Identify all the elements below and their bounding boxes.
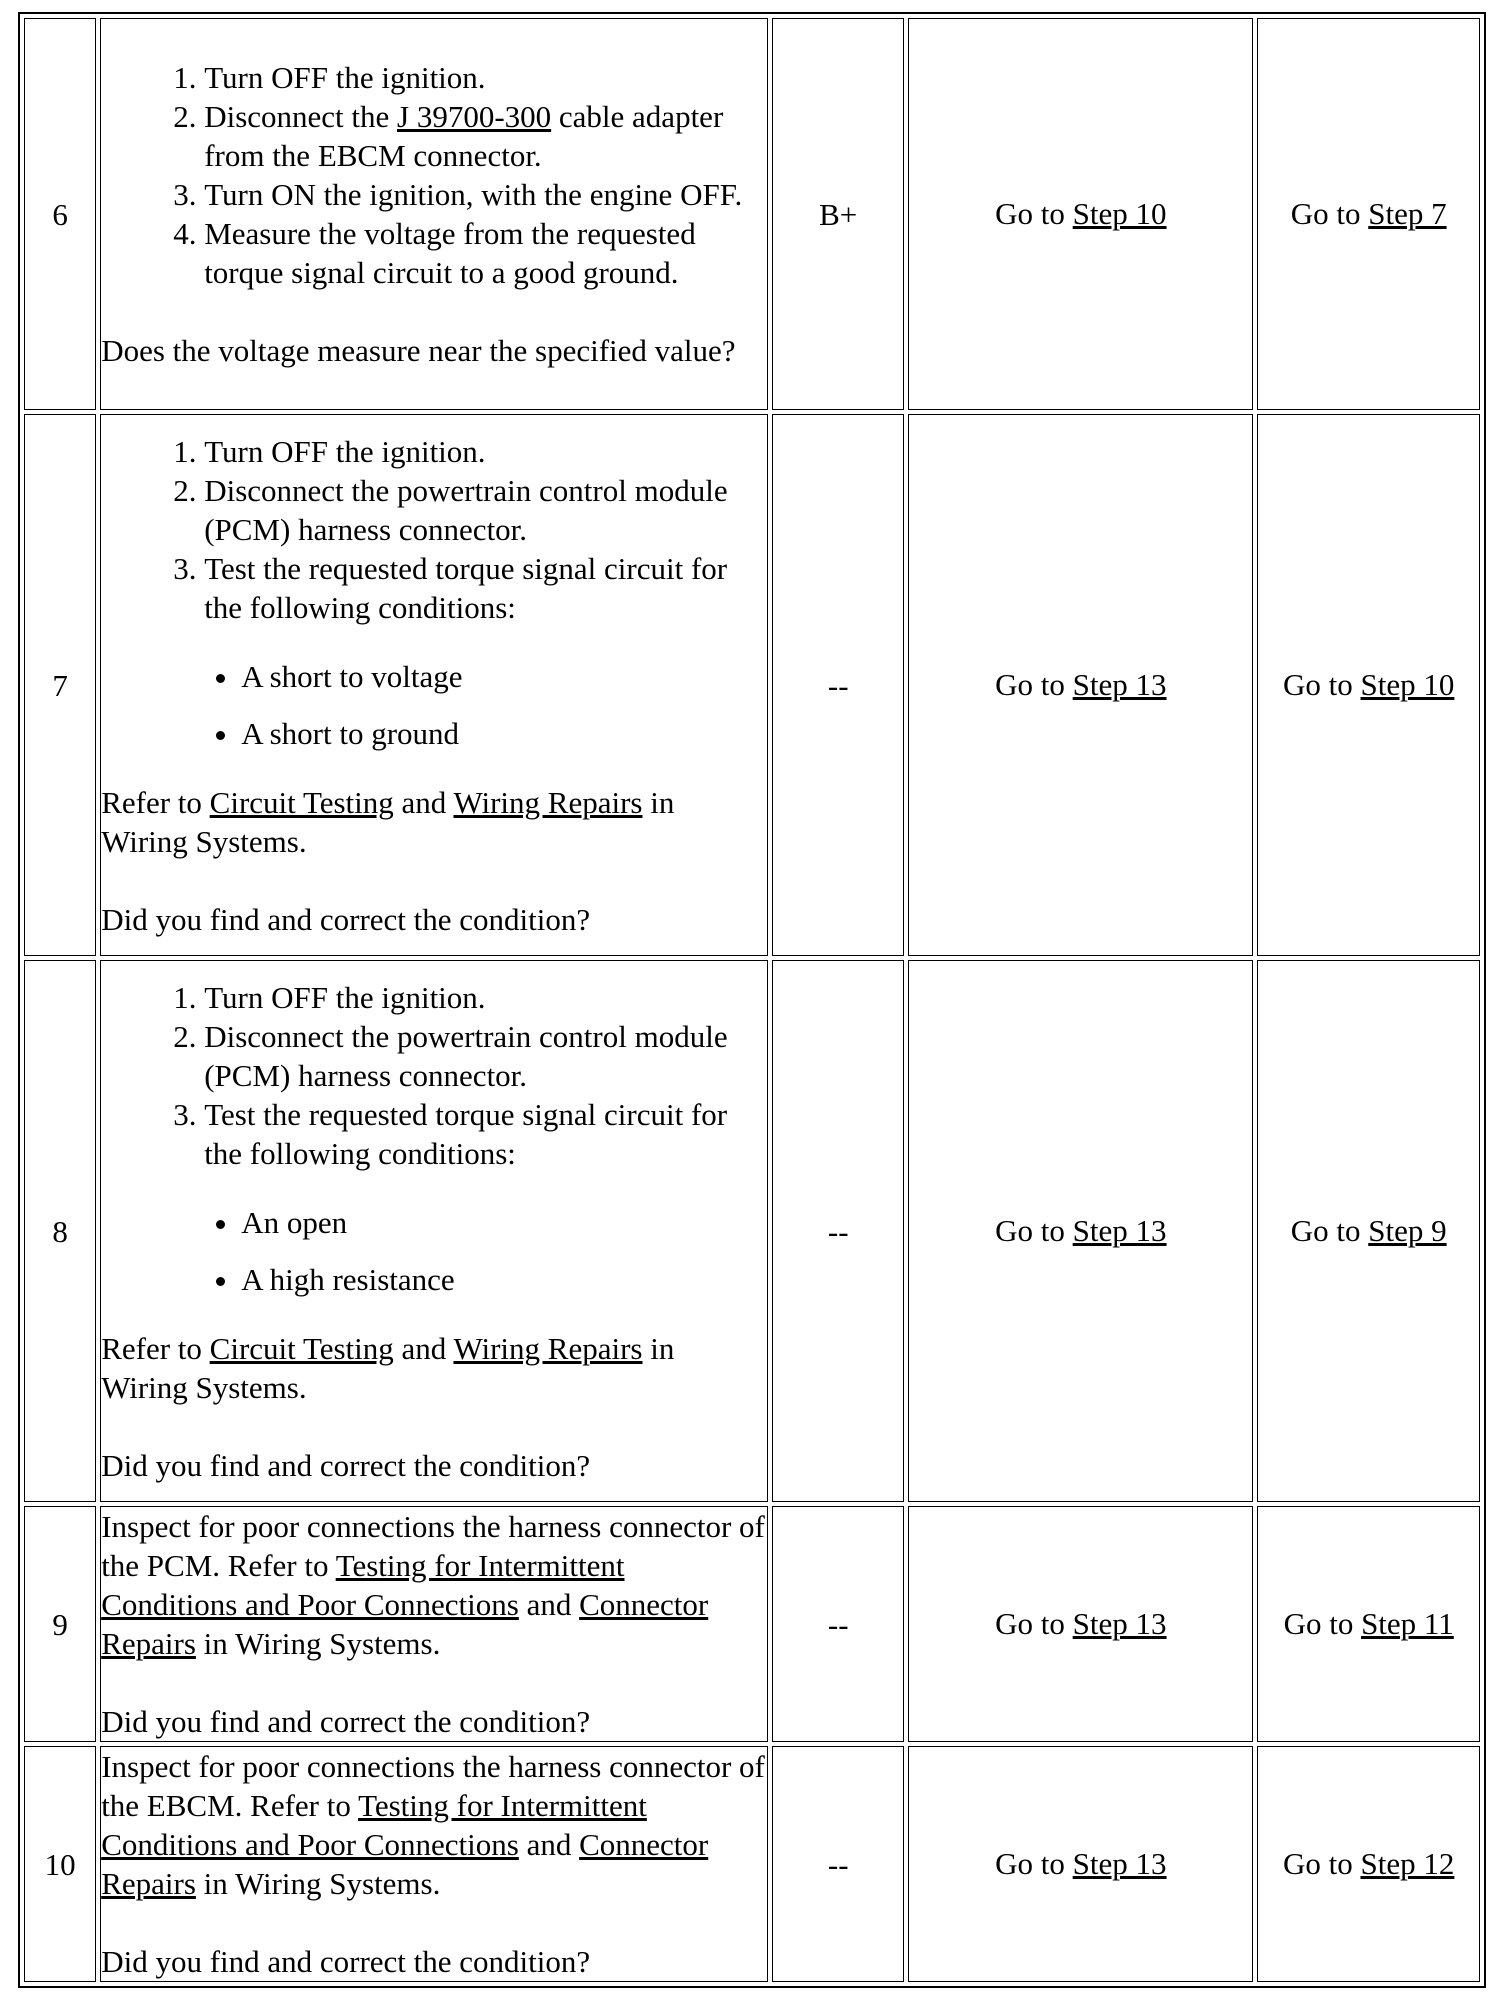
goto-text: Go to — [1283, 1606, 1362, 1641]
value-cell: -- — [772, 960, 904, 1502]
list-item-text: cable adapter from the EBCM connector. — [204, 99, 724, 173]
yes-cell — [908, 1506, 1253, 1742]
action-cell — [100, 1746, 768, 1982]
yes-cell — [908, 18, 1253, 410]
refer-text-part: in Wiring Systems. — [101, 784, 675, 859]
list-item — [204, 549, 767, 753]
action-steps-list — [101, 58, 767, 292]
connector-repairs-link[interactable]: Connector Repairs — [101, 1827, 709, 1901]
testing-intermittent-link[interactable]: Testing for Intermittent Conditions and Poor Connections — [101, 1788, 647, 1862]
condition-item: • A short to voltage — [241, 657, 767, 696]
list-item: 1. Turn OFF the ignition. — [204, 432, 767, 471]
action-cell — [100, 18, 768, 410]
list-item: 2. Disconnect the powertrain control module (PCM) harness connector. — [204, 1017, 767, 1095]
inspect-text — [101, 1747, 767, 1903]
inspect-text-part: in Wiring Systems. — [195, 1866, 441, 1901]
question-text: Did you find and correct the condition? — [101, 1704, 591, 1739]
table-row-step-10 — [24, 1746, 1480, 1982]
no-cell — [1257, 414, 1480, 956]
refer-text-part: in Wiring Systems. — [101, 1330, 675, 1405]
yes-cell — [908, 1746, 1253, 1982]
testing-intermittent-link[interactable]: Testing for Intermittent Conditions and Poor Connections — [101, 1548, 625, 1622]
inspect-text-part: Inspect for poor connections the harness connector of the PCM. Refer to — [101, 1509, 765, 1583]
goto-text: Go to — [995, 1213, 1073, 1248]
action-cell — [100, 414, 768, 956]
table-row-step-8 — [24, 960, 1480, 1502]
no-cell — [1257, 1746, 1480, 1982]
goto-step-7-link[interactable]: Step 7 — [1368, 196, 1447, 231]
refer-text-part: Refer to — [101, 784, 210, 820]
no-cell — [1257, 960, 1480, 1502]
goto-text: Go to — [995, 1846, 1073, 1881]
diagnostic-table — [18, 12, 1486, 1988]
goto-step-11-link[interactable]: Step 11 — [1361, 1606, 1454, 1641]
list-item-text: Test the requested torque signal circuit for the following conditions: — [204, 1096, 728, 1171]
goto-text: Go to — [995, 667, 1073, 702]
goto-text: Go to — [1282, 1846, 1361, 1881]
goto-text: Go to — [1282, 667, 1361, 702]
inspect-text-part: in Wiring Systems. — [195, 1626, 441, 1661]
list-item-text: Test the requested torque signal circuit for the following conditions: — [204, 550, 728, 625]
refer-text-part: Refer to — [101, 1330, 210, 1366]
wiring-repairs-link[interactable]: Wiring Repairs — [453, 1330, 643, 1366]
condition-item: • A high resistance — [241, 1260, 767, 1299]
step-number: 8 — [24, 960, 96, 1502]
value-cell: -- — [772, 1746, 904, 1982]
action-steps-list — [101, 978, 767, 1299]
step-number: 6 — [24, 18, 96, 410]
step-number: 10 — [24, 1746, 96, 1982]
refer-text — [101, 1329, 767, 1407]
refer-text — [101, 783, 767, 861]
question-text: Did you find and correct the condition? — [101, 1944, 591, 1979]
goto-step-9-link[interactable]: Step 9 — [1368, 1213, 1447, 1248]
yes-cell — [908, 960, 1253, 1502]
action-cell — [100, 960, 768, 1502]
conditions-list — [204, 657, 767, 753]
inspect-text-part: Inspect for poor connections the harness connector of the EBCM. Refer to — [101, 1749, 765, 1823]
question-text: Did you find and correct the condition? — [101, 1447, 591, 1483]
conditions-list — [204, 1203, 767, 1299]
goto-text: Go to — [995, 1606, 1073, 1641]
refer-text-part: and — [393, 784, 454, 820]
question-text: Did you find and correct the condition? — [101, 901, 591, 937]
table-row-step-7 — [24, 414, 1480, 956]
list-item — [204, 175, 767, 214]
list-item — [204, 1095, 767, 1299]
inspect-text-part: and — [518, 1827, 580, 1862]
value-cell: -- — [772, 414, 904, 956]
goto-text: Go to — [1290, 1213, 1369, 1248]
question-text: Does the voltage measure near the specified value? — [101, 333, 736, 368]
step-number: 7 — [24, 414, 96, 956]
goto-step-13-link[interactable]: Step 13 — [1072, 1213, 1167, 1248]
goto-text: Go to — [995, 196, 1073, 231]
inspect-text — [101, 1507, 767, 1663]
wiring-repairs-link[interactable]: Wiring Repairs — [453, 784, 643, 820]
list-item-text: Turn OFF the ignition. — [204, 60, 486, 95]
list-item-text: Disconnect the — [204, 99, 398, 134]
condition-item: • An open — [241, 1203, 767, 1242]
list-item — [204, 214, 767, 292]
list-item — [204, 58, 767, 97]
goto-step-10-link[interactable]: Step 10 — [1072, 196, 1167, 231]
list-item-text: Turn ON the ignition, with the engine OFF. — [204, 177, 743, 212]
goto-step-12-link[interactable]: Step 12 — [1360, 1846, 1455, 1881]
connector-repairs-link[interactable]: Connector Repairs — [101, 1587, 709, 1661]
list-item — [204, 97, 767, 175]
list-item: 1. Turn OFF the ignition. — [204, 978, 767, 1017]
list-item-text: Measure the voltage from the requested torque signal circuit to a good ground. — [204, 216, 696, 290]
list-item: 2. Disconnect the powertrain control module (PCM) harness connector. — [204, 471, 767, 549]
goto-step-10-link[interactable]: Step 10 — [1360, 667, 1455, 702]
circuit-testing-link[interactable]: Circuit Testing — [209, 784, 394, 820]
condition-item: • A short to ground — [241, 714, 767, 753]
table-row-step-9 — [24, 1506, 1480, 1742]
diagnostic-table-page — [18, 12, 1486, 1988]
goto-text: Go to — [1290, 196, 1369, 231]
refer-text-part: and — [393, 1330, 454, 1366]
goto-step-13-link[interactable]: Step 13 — [1072, 1606, 1167, 1641]
goto-step-13-link[interactable]: Step 13 — [1072, 1846, 1167, 1881]
value-cell: -- — [772, 1506, 904, 1742]
yes-cell — [908, 414, 1253, 956]
action-cell — [100, 1506, 768, 1742]
inspect-text-part: and — [518, 1587, 580, 1622]
step-number: 9 — [24, 1506, 96, 1742]
action-steps-list — [101, 432, 767, 753]
value-cell: B+ — [772, 18, 904, 410]
goto-step-13-link[interactable]: Step 13 — [1072, 667, 1167, 702]
table-row-step-6 — [24, 18, 1480, 410]
circuit-testing-link[interactable]: Circuit Testing — [209, 1330, 394, 1366]
no-cell — [1257, 18, 1480, 410]
tool-link-j39700-300[interactable]: J 39700-300 — [397, 99, 552, 134]
no-cell — [1257, 1506, 1480, 1742]
